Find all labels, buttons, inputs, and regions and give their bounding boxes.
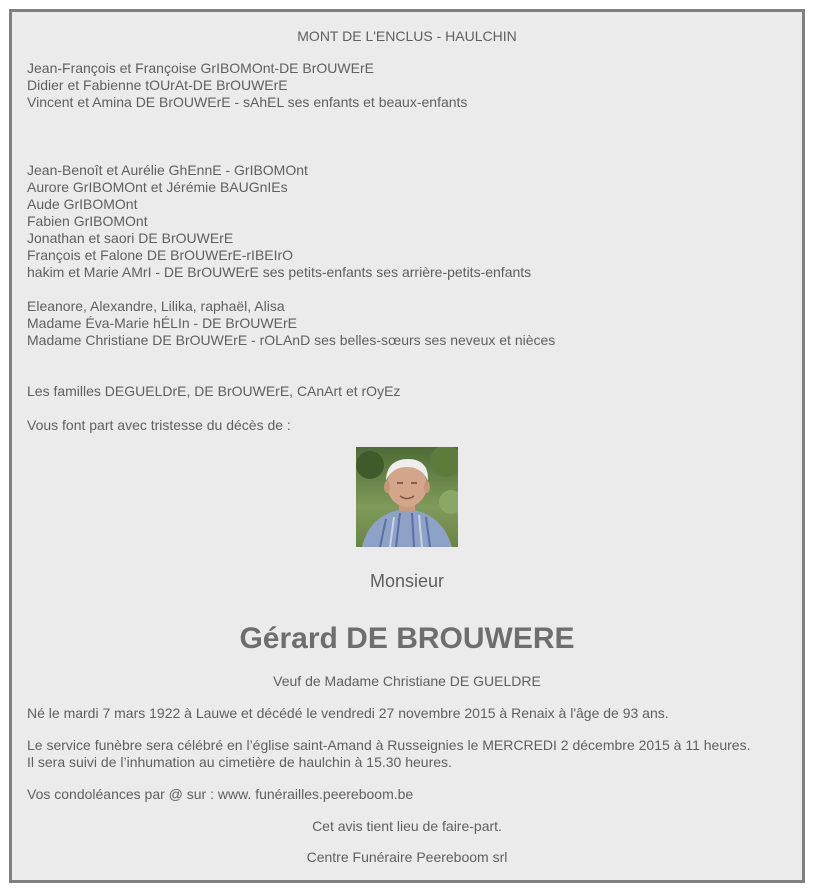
- service-line: Il sera suivi de l’inhumation au cimetière de haulchin à 15.30 heures.: [27, 754, 452, 770]
- family-line: Jean-Benoît et Aurélie GhEnnE - GrIBOMOnt: [27, 162, 308, 178]
- family-line: Eleanore, Alexandre, Lilika, raphaël, Alisa: [27, 298, 285, 314]
- deceased-name: Gérard DE BROUWERE: [239, 622, 575, 655]
- family-line: Aude GrIBOMOnt: [27, 196, 138, 212]
- family-line: Didier et Fabienne tOUrAt-DE BrOUWErE: [27, 77, 288, 93]
- family-line: Madame Éva-Marie hÉLIn - DE BrOUWErE: [27, 315, 297, 331]
- family-line: Jonathan et saori DE BrOUWErE: [27, 230, 234, 246]
- families-line: Les familles DEGUELDrE, DE BrOUWErE, CAnArt et rOyEz: [27, 383, 401, 399]
- family-line: hakim et Marie AMrI - DE BrOUWErE ses petits-enfants ses arrière-petits-enfants: [27, 264, 532, 280]
- location-header: MONT DE L'ENCLUS - HAULCHIN: [297, 28, 517, 44]
- family-line: Vincent et Amina DE BrOUWErE - sAhEL ses enfants et beaux-enfants: [27, 94, 468, 110]
- widower-line: Veuf de Madame Christiane DE GUELDRE: [273, 673, 541, 689]
- family-line: Fabien GrIBOMOnt: [27, 213, 148, 229]
- condolences-line: Vos condoléances par @ sur : www. funérailles.peereboom.be: [27, 786, 414, 802]
- birth-death-line: Né le mardi 7 mars 1922 à Lauwe et décédé le vendredi 27 novembre 2015 à Renaix à l'âge de 93 ans.: [27, 705, 669, 721]
- deceased-portrait-photo: [356, 447, 458, 547]
- family-line: Jean-François et Françoise GrIBOMOnt-DE BrOUWErE: [27, 60, 374, 76]
- notice-line: Cet avis tient lieu de faire-part.: [312, 818, 502, 834]
- honorific: Monsieur: [369, 571, 445, 591]
- death-notice-card: [9, 9, 805, 883]
- announcement-line: Vous font part avec tristesse du décès de :: [27, 417, 291, 433]
- service-line: Le service funèbre sera célébré en l’église saint-Amand à Russeignies le MERCREDI 2 décembre 2015 à 11 heures.: [27, 737, 751, 753]
- family-line: Madame Christiane DE BrOUWErE - rOLAnD ses belles-sœurs ses neveux et nièces: [27, 332, 556, 348]
- family-line: Aurore GrIBOMOnt et Jérémie BAUGnIEs: [27, 179, 288, 195]
- funeral-home-name: Centre Funéraire Peereboom srl: [306, 849, 508, 865]
- family-line: François et Falone DE BrOUWErE-rIBEIrO: [27, 247, 294, 263]
